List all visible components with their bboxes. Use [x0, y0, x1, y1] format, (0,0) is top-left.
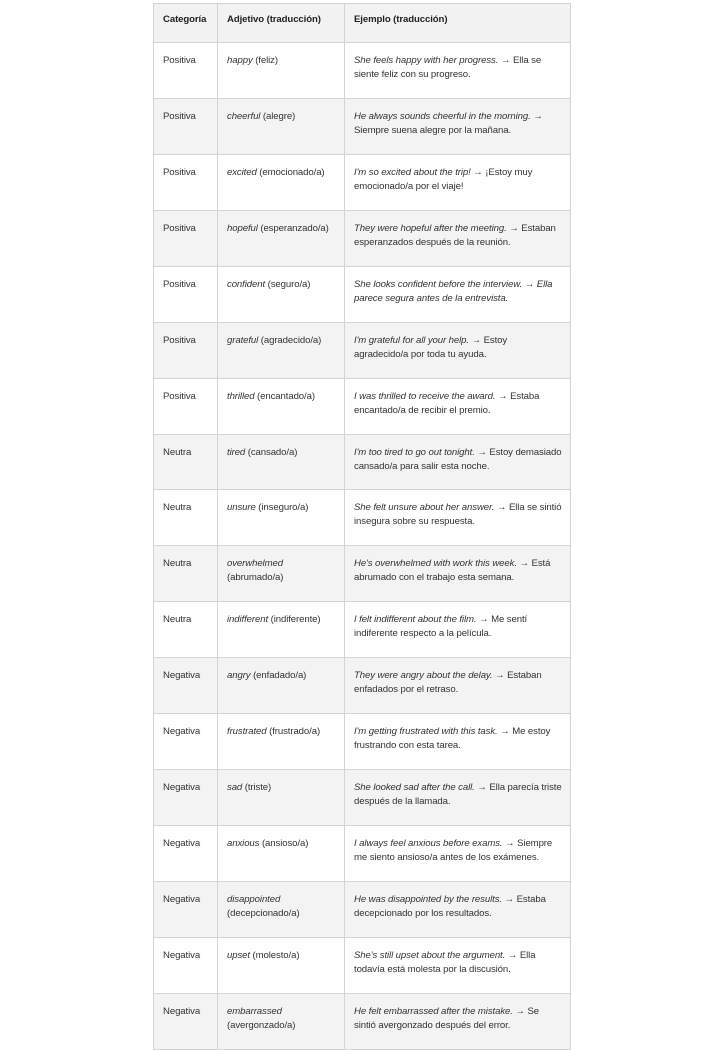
example-translation: → Siempre me siento ansioso/a antes de los exámenes. — [354, 838, 553, 863]
adjective-translation: (alegre) — [260, 111, 296, 122]
category-cell: Negativa — [154, 770, 218, 826]
table-row — [154, 994, 571, 1050]
adjective-cell — [218, 714, 345, 770]
adjective-translation: (molesto/a) — [249, 950, 300, 961]
adjective-cell — [218, 379, 345, 435]
example-english: He's overwhelmed with work this week. — [354, 558, 517, 569]
table-row — [154, 490, 571, 546]
emotion-adjectives-table — [153, 3, 571, 1050]
example-cell — [345, 99, 571, 155]
example-english: He always sounds cheerful in the morning. — [354, 111, 531, 122]
table-body — [154, 43, 571, 1050]
adjective-english: unsure — [227, 502, 256, 513]
example-translation: → Ella se siente feliz con su progreso. — [354, 55, 542, 80]
example-cell — [345, 546, 571, 602]
example-english: They were angry about the delay. — [354, 670, 493, 681]
adjective-english: sad — [227, 782, 243, 793]
example-translation: → Estaba encantado/a de recibir el premio. — [354, 391, 540, 416]
category-cell: Neutra — [154, 546, 218, 602]
adjective-english: confident — [227, 279, 266, 290]
category-cell: Positiva — [154, 323, 218, 379]
category-cell: Negativa — [154, 938, 218, 994]
adjective-translation: (ansioso/a) — [259, 838, 309, 849]
example-english: I'm getting frustrated with this task. — [354, 726, 498, 737]
adjective-cell — [218, 546, 345, 602]
adjective-translation: (triste) — [242, 782, 272, 793]
example-english: She looked sad after the call. — [354, 782, 475, 793]
category-cell: Neutra — [154, 602, 218, 658]
adjective-translation: (enfadado/a) — [250, 670, 307, 681]
example-english: I felt indifferent about the film. — [354, 614, 477, 625]
adjective-cell — [218, 882, 345, 938]
example-cell — [345, 490, 571, 546]
adjective-cell — [218, 323, 345, 379]
example-translation: → Me estoy frustrando con esta tarea. — [354, 726, 551, 751]
example-translation: → Me sentí indiferente respecto a la película. — [354, 614, 528, 639]
table-row — [154, 826, 571, 882]
example-cell — [345, 994, 571, 1050]
table-row — [154, 658, 571, 714]
adjective-english: grateful — [227, 335, 259, 346]
category-cell: Negativa — [154, 994, 218, 1050]
adjective-translation: (frustrado/a) — [266, 726, 321, 737]
adjective-english: angry — [227, 670, 251, 681]
adjective-cell — [218, 267, 345, 323]
adjective-english: overwhelmed — [227, 558, 283, 569]
example-english: I always feel anxious before exams. — [354, 838, 503, 849]
adjective-cell — [218, 938, 345, 994]
example-translation: → Está abrumado con el trabajo esta semana. — [354, 558, 551, 583]
adjective-translation: (encantado/a) — [254, 391, 315, 402]
adjective-cell — [218, 211, 345, 267]
adjective-cell — [218, 770, 345, 826]
example-translation: → Siempre suena alegre por la mañana. — [354, 111, 543, 136]
adjective-cell — [218, 99, 345, 155]
example-english: I'm so excited about the trip! — [354, 167, 471, 178]
example-english: I'm too tired to go out tonight. — [354, 447, 475, 458]
example-english: She's still upset about the argument. — [354, 950, 506, 961]
adjective-translation: (inseguro/a) — [255, 502, 309, 513]
table-row — [154, 938, 571, 994]
category-cell: Neutra — [154, 490, 218, 546]
example-translation: → Ella todavía está molesta por la discusión. — [354, 950, 536, 975]
example-cell — [345, 211, 571, 267]
example-english: He was disappointed by the results. — [354, 894, 502, 905]
example-translation: → Se sintió avergonzado después del error. — [354, 1006, 540, 1031]
category-cell: Positiva — [154, 43, 218, 99]
emotion-adjectives-table-container — [153, 3, 570, 1050]
example-translation: → Estaba decepcionado por los resultados. — [354, 894, 546, 919]
adjective-translation: (emocionado/a) — [256, 167, 325, 178]
example-english: He felt embarrassed after the mistake. — [354, 1006, 513, 1017]
adjective-english: hopeful — [227, 223, 258, 234]
category-cell: Positiva — [154, 267, 218, 323]
category-cell: Positiva — [154, 155, 218, 211]
table-row — [154, 43, 571, 99]
adjective-cell — [218, 826, 345, 882]
category-cell: Positiva — [154, 211, 218, 267]
example-english: She felt unsure about her answer. — [354, 502, 495, 513]
example-cell — [345, 602, 571, 658]
table-row — [154, 435, 571, 490]
example-translation: → Ella se sintió insegura sobre su respuesta. — [354, 502, 562, 527]
table-row — [154, 770, 571, 826]
adjective-translation: (cansado/a) — [245, 447, 298, 458]
category-cell: Positiva — [154, 379, 218, 435]
adjective-cell — [218, 43, 345, 99]
adjective-cell — [218, 658, 345, 714]
category-cell: Negativa — [154, 714, 218, 770]
example-cell — [345, 882, 571, 938]
adjective-translation: (agradecido/a) — [258, 335, 322, 346]
example-cell — [345, 938, 571, 994]
adjective-cell — [218, 155, 345, 211]
table-row — [154, 155, 571, 211]
category-cell: Negativa — [154, 882, 218, 938]
table-row — [154, 267, 571, 323]
example-cell — [345, 435, 571, 490]
example-cell — [345, 658, 571, 714]
table-row — [154, 882, 571, 938]
example-translation: → Estaban esperanzados después de la reunión. — [354, 223, 556, 248]
example-translation: → Estoy demasiado cansado/a para salir esta noche. — [354, 447, 562, 472]
table-row — [154, 546, 571, 602]
adjective-english: embarrassed — [227, 1006, 282, 1017]
adjective-english: excited — [227, 167, 257, 178]
example-translation: → Estaban enfadados por el retraso. — [354, 670, 542, 695]
adjective-cell — [218, 994, 345, 1050]
adjective-translation: (indiferente) — [268, 614, 321, 625]
example-cell — [345, 43, 571, 99]
category-cell: Negativa — [154, 658, 218, 714]
adjective-english: thrilled — [227, 391, 255, 402]
header-row — [154, 4, 571, 43]
adjective-english: disappointed — [227, 894, 281, 905]
adjective-translation: (esperanzado/a) — [257, 223, 329, 234]
example-cell — [345, 826, 571, 882]
adjective-english: indifferent — [227, 614, 269, 625]
example-english: She looks confident before the interview. → Ella parece segura antes de la entrevista. — [354, 279, 553, 304]
example-cell — [345, 379, 571, 435]
header-example: Ejemplo (traducción) — [345, 4, 571, 43]
example-cell — [345, 714, 571, 770]
adjective-english: frustrated — [227, 726, 267, 737]
table-row — [154, 602, 571, 658]
example-cell — [345, 770, 571, 826]
adjective-translation: (feliz) — [252, 55, 278, 66]
adjective-translation: (seguro/a) — [265, 279, 311, 290]
adjective-english: happy — [227, 55, 253, 66]
adjective-english: upset — [227, 950, 250, 961]
example-translation: → ¡Estoy muy emocionado/a por el viaje! — [354, 167, 533, 192]
adjective-translation: (abrumado/a) — [227, 572, 284, 583]
example-english: I was thrilled to receive the award. — [354, 391, 496, 402]
adjective-english: cheerful — [227, 111, 261, 122]
example-cell — [345, 323, 571, 379]
table-row — [154, 714, 571, 770]
example-translation: → Ella parecía triste después de la llamada. — [354, 782, 562, 807]
table-row — [154, 99, 571, 155]
example-cell — [345, 155, 571, 211]
adjective-cell — [218, 435, 345, 490]
category-cell: Negativa — [154, 826, 218, 882]
example-cell — [345, 267, 571, 323]
adjective-cell — [218, 602, 345, 658]
table-row — [154, 323, 571, 379]
adjective-translation: (avergonzado/a) — [227, 1020, 296, 1031]
example-translation: → Estoy agradecido/a por toda tu ayuda. — [354, 335, 508, 360]
adjective-english: tired — [227, 447, 246, 458]
header-category: Categoría — [154, 4, 218, 43]
table-row — [154, 211, 571, 267]
example-english: I'm grateful for all your help. — [354, 335, 469, 346]
adjective-cell — [218, 490, 345, 546]
table-row — [154, 379, 571, 435]
header-adjective: Adjetivo (traducción) — [218, 4, 345, 43]
adjective-translation: (decepcionado/a) — [227, 908, 300, 919]
category-cell: Neutra — [154, 435, 218, 490]
category-cell: Positiva — [154, 99, 218, 155]
adjective-english: anxious — [227, 838, 260, 849]
example-english: They were hopeful after the meeting. — [354, 223, 507, 234]
table-header — [154, 4, 571, 43]
example-english: She feels happy with her progress. — [354, 55, 499, 66]
